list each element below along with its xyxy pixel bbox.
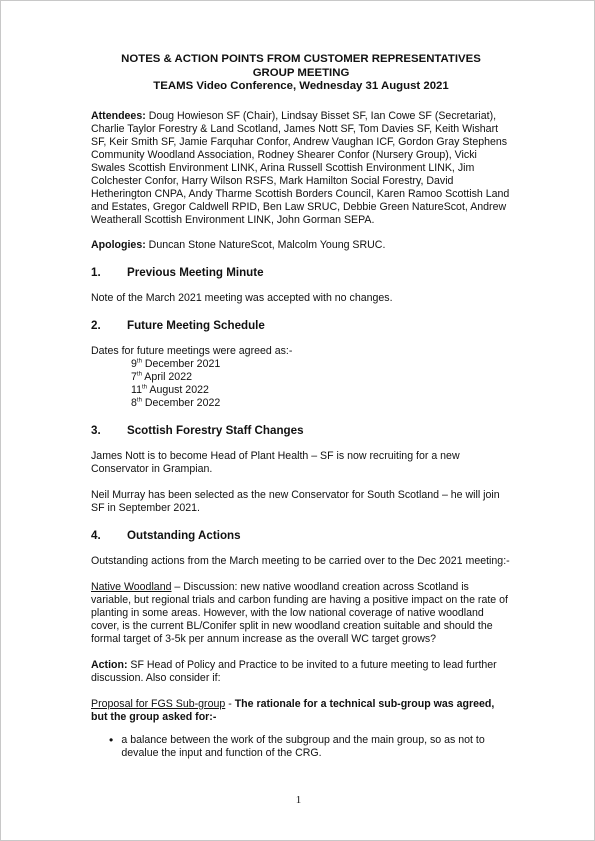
meeting-date: 8th December 2022: [131, 396, 221, 409]
section-title: Future Meeting Schedule: [127, 318, 265, 332]
action-label: Action:: [91, 658, 128, 671]
section-title: Previous Meeting Minute: [127, 265, 264, 279]
previous-minute-text: Note of the March 2021 meeting was accepted with no changes.: [91, 291, 393, 304]
staff-change-paragraph: James Nott is to become Head of Plant Health – SF is now recruiting for a new Conservator in Grampian.: [91, 449, 460, 475]
meeting-date: 9th December 2021: [131, 357, 221, 370]
section-title: Scottish Forestry Staff Changes: [127, 423, 304, 437]
native-woodland-paragraph: Native Woodland – Discussion: new native woodland creation across Scotland is variable, but regional trials and carbon funding are having a positive impact on the rate of planting in some areas. However, with the low national coverage of native woodland cover, is the current BL/Conifer split in new woodland creation suitable and should the formal target of 3-5k per annum increase as the overall WC target grows?: [91, 580, 508, 645]
section-heading-4: [91, 529, 511, 542]
section-number: 4.: [91, 528, 101, 542]
page-number: 1: [295, 794, 302, 806]
action-paragraph: Action: SF Head of Policy and Practice to be invited to a future meeting to lead further discussion. Also consider if:: [91, 658, 497, 684]
section-title: Outstanding Actions: [127, 528, 241, 542]
attendees-list: Doug Howieson SF (Chair), Lindsay Bisset SF, Ian Cowe SF (Secretariat), Charlie Taylor Forestry & Land Scotland, James Nott SF, Tom Davies SF, Keith Wishart SF, Keir Smith SF, Jamie Farquhar Confor, Andrew Vaughan ICF, Gordon Gray Stephens Community Woodland Association, Rodney Shearer Confor (Nursery Group), Vicki Swales Scottish Environment LINK, Arina Russell Scottish Environment LINK, Jim Colchester Confor, Harry Wilson RSFS, Mark Hamilton Social Forestry, David Hetherington CNPA, Andy Tharme Scottish Borders Council, Karen Ramoo Scottish Land and Estates, Gregor Caldwell RPID, Ben Law SRUC, Debbie Green NatureScot, Andrew Weatherall Scottish Environment LINK, John Gorman SEPA.: [91, 109, 510, 226]
apologies-label: Apologies:: [91, 238, 146, 251]
staff-change-paragraph: Neil Murray has been selected as the new Conservator for South Scotland – he will join SF in September 2021.: [91, 488, 500, 514]
section-heading-1: [91, 266, 511, 279]
section-number: 1.: [91, 265, 101, 279]
meeting-date: 11th August 2022: [131, 383, 209, 396]
attendees-label: Attendees:: [91, 109, 146, 122]
title-line-2: GROUP MEETING: [252, 66, 350, 79]
schedule-intro: Dates for future meetings were agreed as:-: [91, 344, 293, 357]
section-heading-3: [91, 424, 511, 437]
bullet-icon: •: [109, 732, 114, 747]
apologies-paragraph: [91, 239, 511, 252]
document-title: [91, 53, 511, 94]
bullet-text: a balance between the work of the subgroup and the main group, so as not to devalue the input and function of the CRG.: [121, 733, 485, 759]
document-body: [91, 53, 511, 760]
apologies-list: Duncan Stone NatureScot, Malcolm Young SRUC.: [145, 238, 386, 251]
fgs-subgroup-label: Proposal for FGS Sub-group: [91, 697, 226, 710]
title-line-1: NOTES & ACTION POINTS FROM CUSTOMER REPRESENTATIVES: [121, 53, 481, 65]
bullet-item: [109, 734, 511, 760]
section-number: 2.: [91, 318, 101, 332]
section-number: 3.: [91, 423, 101, 437]
native-woodland-label: Native Woodland: [91, 580, 172, 593]
meeting-dates-list: [131, 358, 511, 410]
meeting-date: 7th April 2022: [131, 370, 192, 383]
section-heading-2: [91, 319, 511, 332]
outstanding-actions-intro: Outstanding actions from the March meeting to be carried over to the Dec 2021 meeting:-: [91, 554, 510, 567]
fgs-subgroup-paragraph: Proposal for FGS Sub-group - The rationale for a technical sub-group was agreed, but the group asked for:-: [91, 697, 495, 723]
title-line-3: TEAMS Video Conference, Wednesday 31 August 2021: [153, 80, 449, 92]
attendees-paragraph: [91, 110, 511, 227]
